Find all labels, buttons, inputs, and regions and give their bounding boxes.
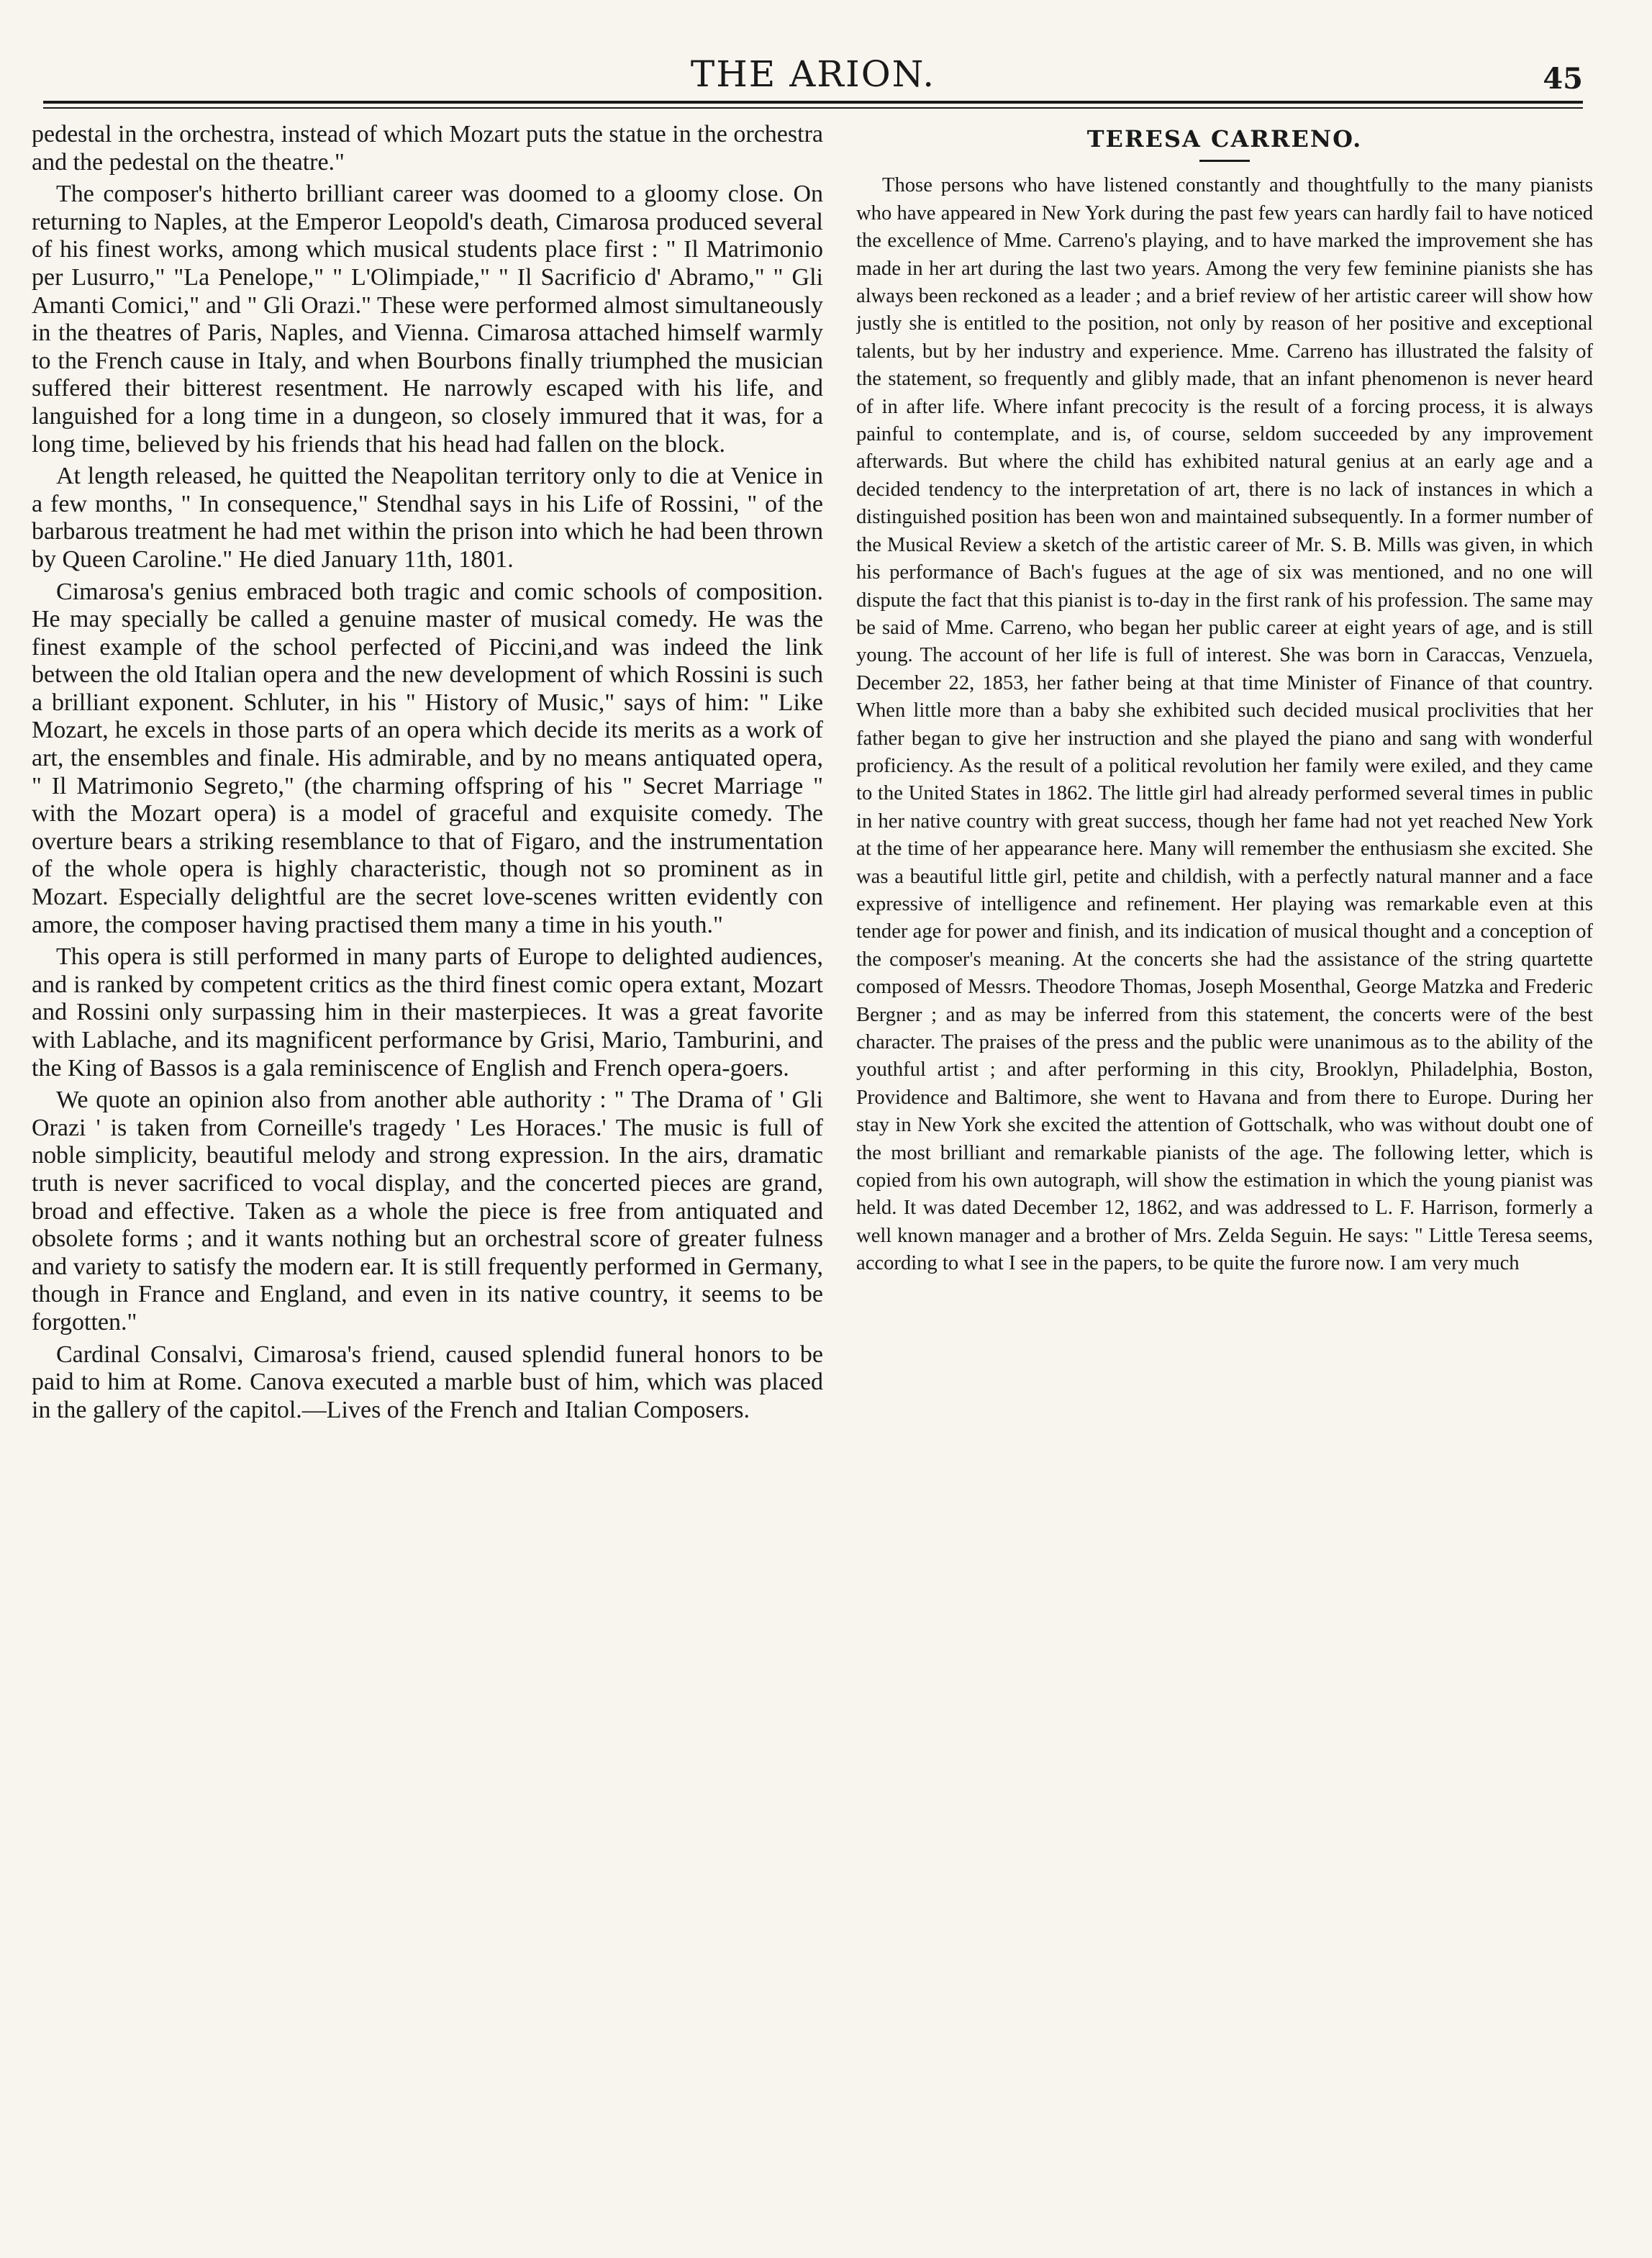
- publication-title: THE ARION.: [690, 53, 936, 95]
- header-rule-thick: [43, 101, 1583, 104]
- page-header: [43, 50, 1583, 101]
- paragraph: Those persons who have listened constantly and thoughtfully to the many pianists who have appeared in New York during the past few years can hardly fail to have noticed the excellence of Mme. Carreno's playing, and to have marked the improvement she has made in her art during the last two years. Among the very few feminine pianists she has always been reckoned as a leader ; and a brief review of her artistic career will show how justly she is entitled to the position, not only by reason of her positive and exceptional talents, but by her industry and experience. Mme. Carreno has illustrated the falsity of the statement, so frequently and glibly made, that an infant phenomenon is never heard of in after life. Where infant precocity is the result of a forcing process, it is always painful to contemplate, and is, of course, seldom succeeded by any improvement afterwards. But where the child has exhibited natural genius at an early age and a decided tendency to the interpretation of art, there is no lack of instances in which a distinguished position has been won and maintained subsequently. In a former number of the Musical Review a sketch of the artistic career of Mr. S. B. Mills was given, in which his performance of Bach's fugues at the age of six was mentioned, and no one will dispute the fact that this pianist is to-day in the first rank of his profession. The same may be said of Mme. Carreno, who began her public career at eight years of age, and is still young. The account of her life is full of interest. She was born in Caraccas, Venzuela, December 22, 1853, her father being at that time Minister of Finance of that country. When little more than a baby she exhibited such decided musical proclivities that her father began to give her instruction and she played the piano and sang with wonderful proficiency. As the result of a political revolution her family were exiled, and they came to the United States in 1862. The little girl had already performed several times in public in her native country with great success, though her fame had not yet reached New York at the time of her appearance here. Many will remember the enthusiasm she excited. She was a beautiful little girl, petite and childish, with a perfectly natural manner and a face expressive of intelligence and refinement. Her playing was remarkable even at this tender age for power and finish, and its indication of musical thought and a conception of the composer's meaning. At the concerts she had the assistance of the string quartette composed of Messrs. Theodore Thomas, Joseph Mosenthal, George Matzka and Frederic Bergner ; and as may be inferred from this statement, the concerts were of the best character. The praises of the press and the public were unanimous as to the ability of the youthful artist ; and after performing in this city, Brooklyn, Philadelphia, Boston, Providence and Baltimore, she went to Havana and from there to Europe. During her stay in New York she excited the attention of Gottschalk, who was without doubt one of the most brilliant and remarkable pianists of the age. The following letter, which is copied from his own autograph, will show the estimation in which the young pianist was held. It was dated December 12, 1862, and was addressed to L. F. Harrison, formerly a well known manager and a brother of Mrs. Zelda Seguin. He says: " Little Teresa seems, according to what I see in the papers, to be quite the furore now. I am very much: [856, 174, 1593, 1275]
- paragraph: The composer's hitherto brilliant career was doomed to a gloomy close. On returning to Naples, at the Emperor Leopold's death, Cimarosa produced several of his finest works, among which musical students place first : " Il Matrimonio per Lusurro," "La Penelope," " L'Olimpiade," " Il Sacrificio d' Abramo," " Gli Amanti Comici," and " Gli Orazi." These were performed almost simultaneously in the theatres of Paris, Naples, and Vienna. Cimarosa attached himself warmly to the French cause in Italy, and when Bourbons finally triumphed the musician suffered their bitterest resentment. He narrowly escaped with his life, and languished for a long time in a dungeon, so closely immured that it was, for a long time, believed by his friends that his head had fallen on the block.: [32, 181, 823, 458]
- header-rule-thin: [43, 107, 1583, 109]
- article-title: TERESA CARRENO.: [1086, 125, 1363, 153]
- title-rule: [1199, 160, 1250, 162]
- paragraph: This opera is still performed in many parts of Europe to delighted audiences, and is ranked by competent critics as the third finest comic opera extant, Mozart and Rossini only surpassing him in their masterpieces. It was a great favorite with Lablache, and its magnificent performance by Grisi, Mario, Tamburini, and the King of Bassos is a gala reminiscence of English and French opera-goers.: [32, 943, 823, 1082]
- right-column: [856, 121, 1593, 2244]
- paragraph: Cardinal Consalvi, Cimarosa's friend, caused splendid funeral honors to be paid to him at Rome. Canova executed a marble bust of him, which was placed in the gallery of the capitol.—Lives of the French and Italian Composers.: [32, 1341, 823, 1423]
- paragraph: pedestal in the orchestra, instead of which Mozart puts the statue in the orchestra and the pedestal on the theatre.": [32, 121, 823, 176]
- page-number: 45: [1543, 62, 1583, 96]
- paragraph: Cimarosa's genius embraced both tragic and comic schools of composition. He may specially be called a genuine master of musical comedy. He was the finest example of the school perfected of Piccini,and was indeed the link between the old Italian opera and the new development of which Rossini is such a brilliant exponent. Schluter, in his " History of Music," says of him: " Like Mozart, he excels in those parts of an opera which decide its merits as a work of art, the ensembles and finale. His admirable, and by no means antiquated opera, " Il Matrimonio Segreto," (the charming offspring of his " Secret Marriage " with the Mozart opera) is a model of graceful and exquisite comedy. The overture bears a striking resemblance to that of Figaro, and the instrumentation of the whole opera is highly characteristic, though not so prominent as in Mozart. Especially delightful are the secret love-scenes written evidently con amore, the composer having practised them many a time in his youth.": [32, 578, 823, 938]
- paragraph: We quote an opinion also from another able authority : " The Drama of ' Gli Orazi ' is taken from Corneille's tragedy ' Les Horaces.' The music is full of noble simplicity, beautiful melody and strong expression. In the airs, dramatic truth is never sacrificed to vocal display, and the concerted pieces are grand, broad and effective. Taken as a whole the piece is free from antiquated and obsolete forms ; and it wants nothing but an orchestral score of greater fulness and variety to satisfy the modern ear. It is still frequently performed in Germany, though in France and England, and even in its native country, it seems to be forgotten.": [32, 1087, 823, 1336]
- paragraph: At length released, he quitted the Neapolitan territory only to die at Venice in a few months, " In consequence," Stendhal says in his Life of Rossini, " of the barbarous treatment he had met within the prison into which he had been thrown by Queen Caroline." He died January 11th, 1801.: [32, 463, 823, 573]
- left-column: [32, 121, 823, 2244]
